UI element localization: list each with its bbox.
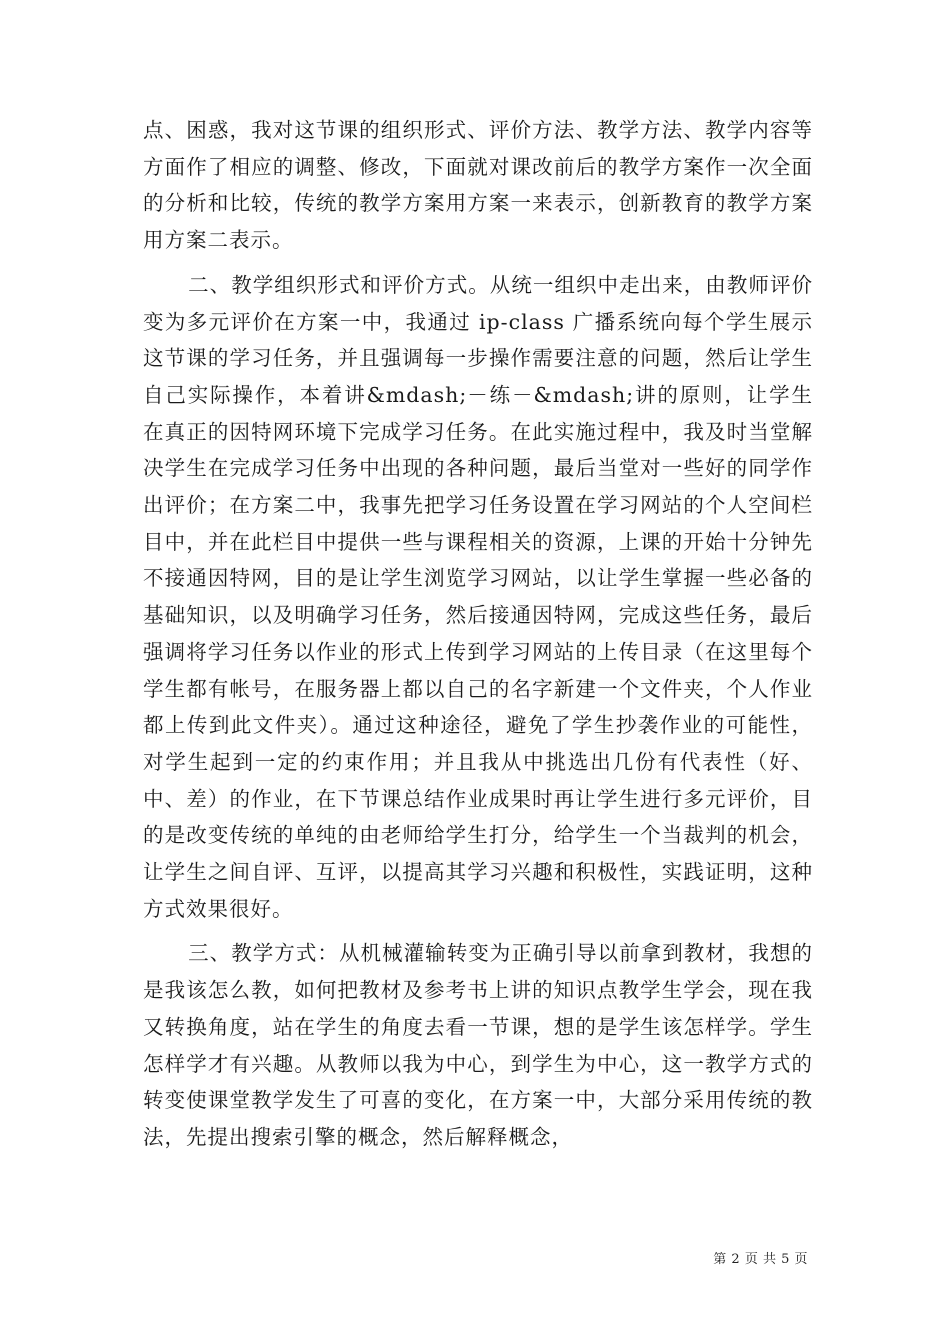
- paragraph-2: 二、教学组织形式和评价方式。从统一组织中走出来，由教师评价变为多元评价在方案一中，我通过 ip-class 广播系统向每个学生展示这节课的学习任务，并且强调每一步操作需要注意的问题，然后让学生自己实际操作，本着讲&mdash;－练－&mdash;讲的原则，让学生在真正的因特网环境下完成学习任务。在此实施过程中，我及时当堂解决学生在完成学习任务中出现的各种问题，最后当堂对一些好的同学作出评价；在方案二中，我事先把学习任务设置在学习网站的个人空间栏目中，并在此栏目中提供一些与课程相关的资源，上课的开始十分钟先不接通因特网，目的是让学生浏览学习网站，以让学生掌握一些必备的基础知识，以及明确学习任务，然后接通因特网，完成这些任务，最后强调将学习任务以作业的形式上传到学习网站的上传目录（在这里每个学生都有帐号，在服务器上都以自己的名字新建一个文件夹，个人作业都上传到此文件夹）。通过这种途径，避免了学生抄袭作业的可能性，对学生起到一定的约束作用；并且我从中挑选出几份有代表性（好、中、差）的作业，在下节课总结作业成果时再让学生进行多元评价，目的是改变传统的单纯的由老师给学生打分，给学生一个当裁判的机会，让学生之间自评、互评，以提高其学习兴趣和积极性，实践证明，这种方式效果很好。: [143, 272, 813, 921]
- paragraph-1: 点、困惑，我对这节课的组织形式、评价方法、教学方法、教学内容等方面作了相应的调整、修改，下面就对课改前后的教学方案作一次全面的分析和比较，传统的教学方案用方案一来表示，创新教育的教学方案用方案二表示。: [143, 118, 813, 253]
- page-number-footer: 第 2 页 共 5 页: [713, 1252, 808, 1267]
- paragraph-3: 三、教学方式：从机械灌输转变为正确引导以前拿到教材，我想的是我该怎么教，如何把教材及参考书上讲的知识点教学生学会，现在我又转换角度，站在学生的角度去看一节课，想的是学生该怎样学。学生怎样学才有兴趣。从教师以我为中心，到学生为中心，这一教学方式的转变使课堂教学发生了可喜的变化，在方案一中，大部分采用传统的教法，先提出搜索引擎的概念，然后解释概念，: [143, 941, 813, 1149]
- document-body: [143, 112, 813, 1156]
